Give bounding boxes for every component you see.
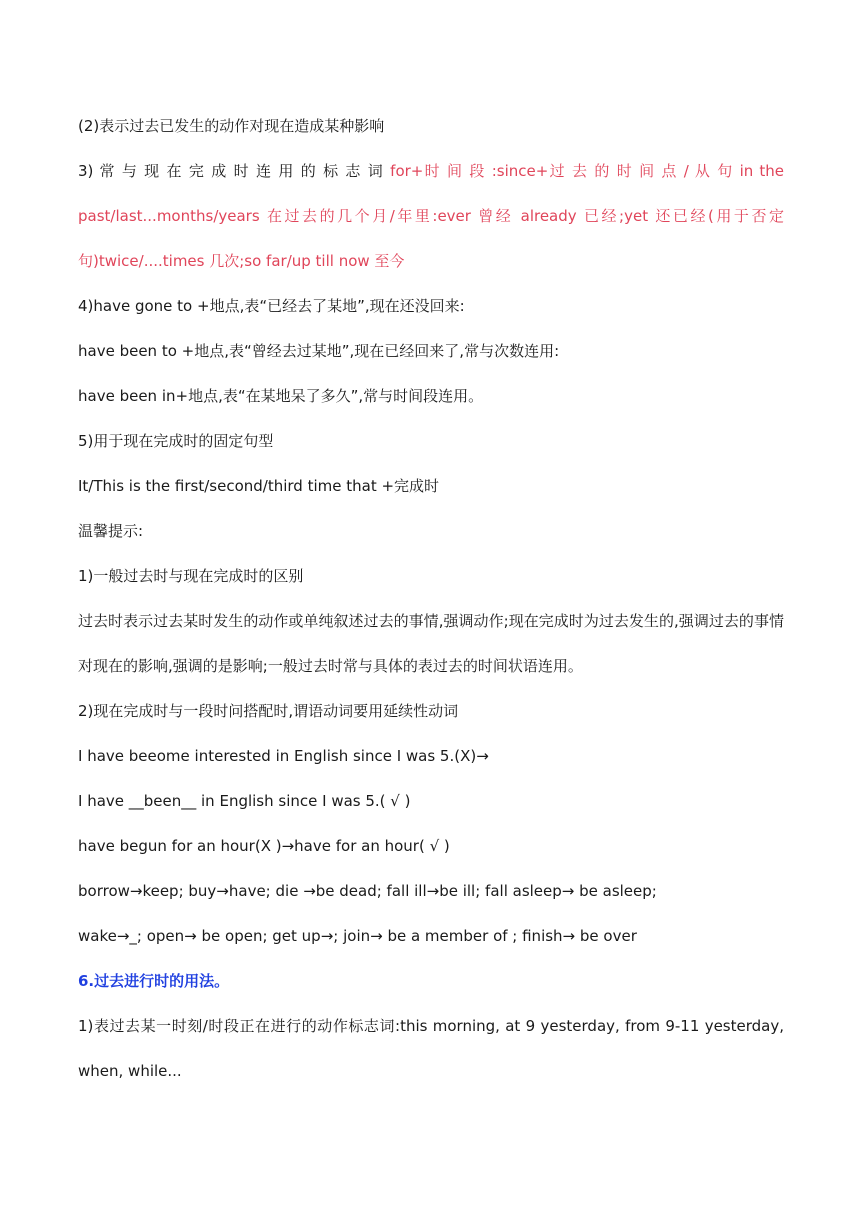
example-line: wake→_; open→ be open; get up→; join→ be a member of ; finish→ be over bbox=[78, 927, 637, 945]
difference-paragraph: 过去时表示过去某时发生的动作或单纯叙述过去的事情,强调动作;现在完成时为过去发生的,强调过去的事情对现在的影响,强调的是影响;一般过去时常与具体的表过去的时间状语连用。 bbox=[78, 612, 784, 675]
example-line: I have beeome interested in English since I was 5.(X)→ bbox=[78, 747, 489, 765]
example-line: have begun for an hour(X )→have for an hour( √ ) bbox=[78, 837, 450, 855]
text-line: 2)现在完成时与一段时问搭配时,谓语动词要用延续性动词 bbox=[78, 702, 459, 720]
text-line: have been in+地点,表“在某地呆了多久”,常与时间段连用。 bbox=[78, 387, 484, 405]
text-line: It/This is the first/second/third time that +完成时 bbox=[78, 477, 440, 495]
markers-paragraph bbox=[78, 149, 784, 284]
text-line: (2)表示过去已发生的动作对现在造成某种影响 bbox=[78, 117, 385, 135]
section-heading: 6.过去进行时的用法。 bbox=[78, 972, 230, 990]
text-line: have been to +地点,表“曾经去过某地”,现在已经回来了,常与次数连用: bbox=[78, 342, 560, 360]
markers-highlight: for+时 间 段 :since+过 去 的 时 间 点 / 从 句 in the past/last...months/years 在过去的几个月/年里:ever 曾经 already 已经;yet 还已经(用于否定句)twice/....times 几次;so far/up till now 至今 bbox=[78, 162, 784, 270]
example-line: borrow→keep; buy→have; die →be dead; fall ill→be ill; fall asleep→ be asleep; bbox=[78, 882, 657, 900]
text-line: 1)一般过去时与现在完成时的区别 bbox=[78, 567, 304, 585]
tip-heading: 温馨提示: bbox=[78, 522, 144, 540]
example-line: I have __been__ in English since I was 5.( √ ) bbox=[78, 792, 411, 810]
text-line: 5)用于现在完成时的固定句型 bbox=[78, 432, 274, 450]
past-progressive-paragraph: 1)表过去某一时刻/时段正在进行的动作标志词:this morning, at 9 yesterday, from 9-11 yesterday, when, while... bbox=[78, 1017, 784, 1080]
document-page bbox=[78, 104, 784, 1094]
text-line: 4)have gone to +地点,表“已经去了某地”,现在还没回来: bbox=[78, 297, 465, 315]
markers-label: 3) 常 与 现 在 完 成 时 连 用 的 标 志 词 bbox=[78, 162, 391, 180]
